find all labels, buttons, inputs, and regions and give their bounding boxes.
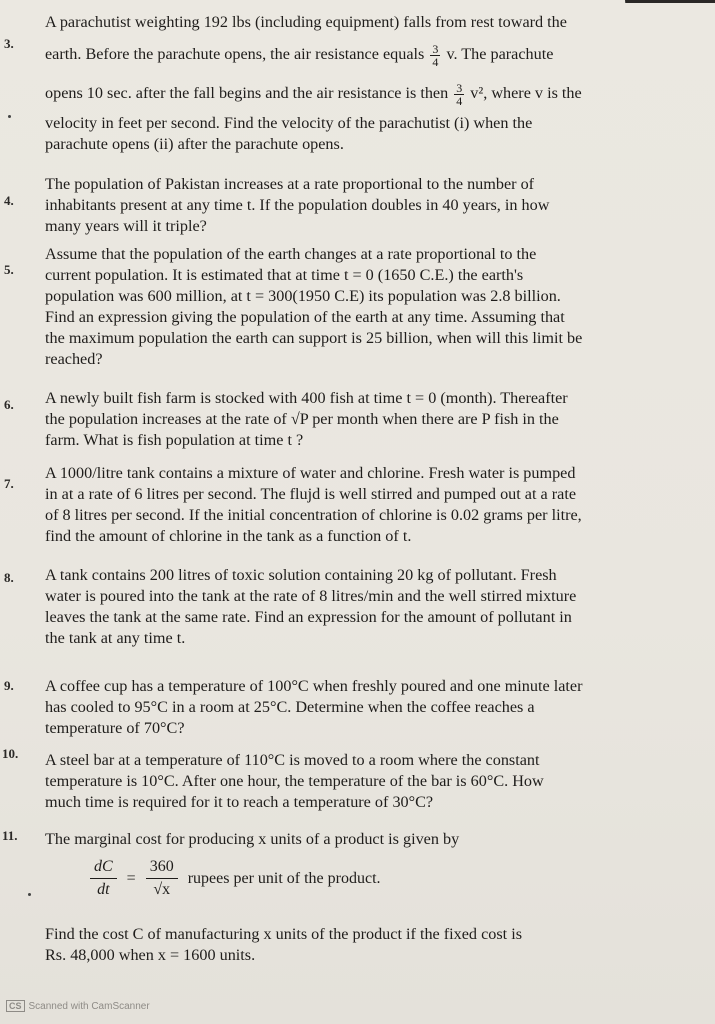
q5-line-6: reached? [45,350,103,368]
question-number: 11. [2,828,18,843]
question-7 [45,463,675,547]
question-4 [45,174,675,237]
q11-line-2: Find the cost C of manufacturing x units of the product if the fixed cost is [45,925,522,943]
marginal-cost-formula [90,858,381,899]
margin-mark [8,115,11,118]
q7-line-1: A 1000/litre tank contains a mixture of water and chlorine. Fresh water is pumped [45,464,576,482]
question-8 [45,565,675,649]
q4-line-1: The population of Pakistan increases at a rate proportional to the number of [45,175,535,193]
q7-line-4: find the amount of chlorine in the tank as a function of t. [45,527,412,545]
q8-line-2: water is poured into the tank at the rate of 8 litres/min and the well stirred mixture [45,587,577,605]
q8-line-4: the tank at any time t. [45,629,186,647]
q7-line-3: of 8 litres per second. If the initial concentration of chlorine is 0.02 grams per litre, [45,506,582,524]
question-number: 3. [4,36,14,51]
watermark-text: Scanned with CamScanner [28,1000,150,1012]
question-11-continued [45,924,675,966]
q5-line-5: the maximum population the earth can support is 25 billion, when will this limit be [45,329,583,347]
q10-line-1: A steel bar at a temperature of 110°C is moved to a room where the constant [45,751,540,769]
q3-line-4: velocity in feet per second. Find the velocity of the parachutist (i) when the [45,114,533,132]
q3-line-1: A parachutist weighting 192 lbs (including equipment) falls from rest toward the [45,13,567,31]
question-10 [45,750,675,813]
q4-line-2: inhabitants present at any time t. If the population doubles in 40 years, in how [45,196,550,214]
q7-line-2: in at a rate of 6 litres per second. The flujd is well stirred and pumped out at a rate [45,485,577,503]
q3-line-2 [45,43,675,68]
question-number: 6. [4,397,14,412]
question-number: 8. [4,570,14,585]
question-number: 5. [4,262,14,277]
q5-line-2: current population. It is estimated that at time t = 0 (1650 C.E.) the earth's [45,266,524,284]
q5-line-4: Find an expression giving the population of the earth at any time. Assuming that [45,308,565,326]
q5-line-3: population was 600 million, at t = 300(1950 C.E) its population was 2.8 billion. [45,287,561,305]
q4-line-3: many years will it triple? [45,217,207,235]
q3-line-5: parachute opens (ii) after the parachute opens. [45,135,344,153]
fraction-three-quarters: $\frac{3}{4}$ [432,42,439,69]
question-5 [45,244,675,370]
q3-line-3-text: opens 10 sec. after the fall begins and the air resistance is then [45,84,449,103]
q8-line-3: leaves the tank at the same rate. Find an expression for the amount of pollutant in [45,608,572,626]
question-number: 9. [4,678,14,693]
q9-line-2: has cooled to 95°C in a room at 25°C. Determine when the coffee reaches a [45,698,535,716]
q9-line-3: temperature of 70°C? [45,719,185,737]
formula-unit-text: rupees per unit of the product. [187,869,381,887]
q3-line-3-tail: v², where v is the [470,84,582,103]
question-number: 7. [4,476,14,491]
question-9 [45,676,675,739]
scanner-watermark [6,1000,150,1012]
q8-line-1: A tank contains 200 litres of toxic solution containing 20 kg of pollutant. Fresh [45,566,557,584]
camscanner-logo: CS [6,1000,25,1012]
q10-line-3: much time is required for it to reach a temperature of 30°C? [45,793,434,811]
q6-line-3: farm. What is fish population at time t ? [45,431,304,449]
margin-mark [28,893,31,896]
q3-line-3 [45,82,675,107]
q5-line-1: Assume that the population of the earth changes at a rate proportional to the [45,245,537,263]
q3-line-2-text: earth. Before the parachute opens, the air resistance equals [45,45,425,64]
q11-line-1: The marginal cost for producing x units of a product is given by [45,830,460,848]
question-3 [45,12,675,155]
q9-line-1: A coffee cup has a temperature of 100°C when freshly poured and one minute later [45,677,583,695]
question-11 [45,829,675,850]
question-number: 4. [4,193,14,208]
q3-line-2-tail: v. The parachute [446,45,554,64]
q11-line-3: Rs. 48,000 when x = 1600 units. [45,946,256,964]
fraction-three-quarters: $\frac{3}{4}$ [456,81,463,108]
question-number: 10. [2,746,19,761]
q6-line-1: A newly built fish farm is stocked with 400 fish at time t = 0 (month). Thereafter [45,389,568,407]
q6-line-2: the population increases at the rate of √P per month when there are P fish in the [45,410,559,428]
fraction-360-over-root-x: $\frac{360}{√x}$ [146,858,178,899]
equals-sign: = [126,869,136,887]
question-6 [45,388,675,451]
q10-line-2: temperature is 10°C. After one hour, the temperature of the bar is 60°C. How [45,772,544,790]
derivative-dc-dt: $\frac{dC}{dt}$ [90,858,117,899]
